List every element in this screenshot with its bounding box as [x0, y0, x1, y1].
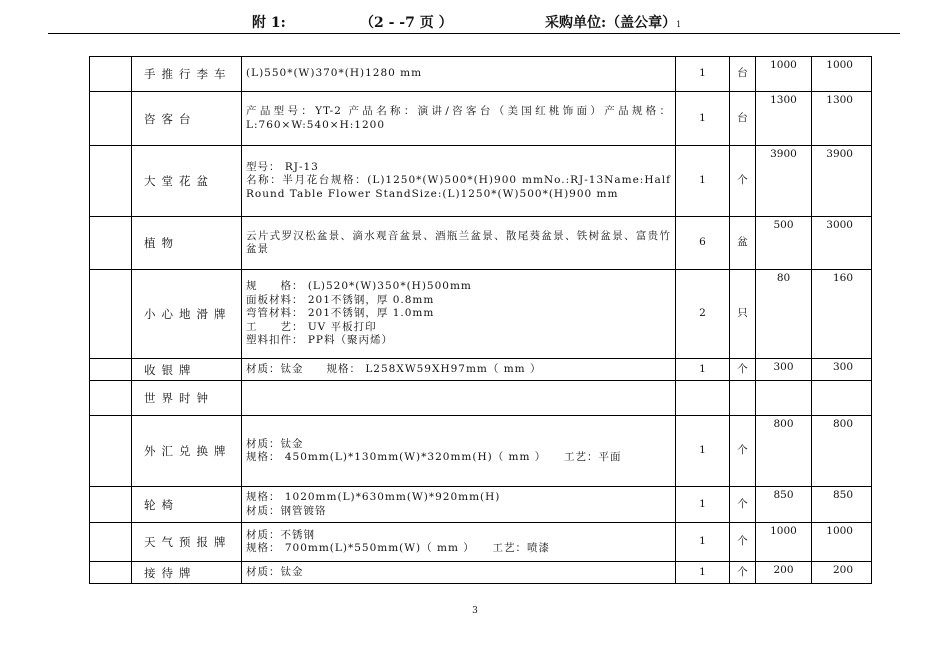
item-qty: 2 [676, 270, 730, 359]
item-total: 850 [812, 487, 872, 523]
spec-line: 规格： 450mm(L)*130mm(W)*320mm(H)（ mm ） 工艺：平面 [246, 451, 622, 463]
table-body [90, 57, 872, 584]
item-price: 300 [756, 359, 812, 381]
spec-line: 材质：钛金 规格： L258XW59XH97mm（ mm ） [246, 362, 542, 375]
buyer-text: 采购单位:（盖公章） [545, 15, 677, 31]
spec-line: 云片式罗汉松盆景、滴水观音盆景、酒瓶兰盆景、散尾葵盆景、铁树盆景、富贵竹盆景 [246, 229, 671, 255]
table-row [90, 270, 872, 359]
spec-line: 规格： 700mm(L)*550mm(W)（ mm ） 工艺：喷漆 [246, 542, 550, 554]
item-unit: 盆 [730, 217, 756, 270]
item-unit: 只 [730, 270, 756, 359]
item-total: 1000 [812, 523, 872, 562]
item-name: 收银牌 [132, 359, 242, 381]
row-blank-cell [90, 57, 132, 92]
item-qty: 1 [676, 523, 730, 562]
row-blank-cell [90, 523, 132, 562]
item-qty [676, 381, 730, 416]
item-unit: 个 [730, 416, 756, 487]
item-price: 850 [756, 487, 812, 523]
spec-line: 产品型号：YT-2 产品名称：演讲/咨客台（美国红桃饰面）产品规格：L:760×W:540×H:1200 [246, 105, 671, 131]
spec-line: 材质：钛金 [246, 437, 304, 450]
item-total: 3000 [812, 217, 872, 270]
spec-line: 规 格： (L)520*(W)350*(H)500mm [246, 280, 472, 293]
item-qty: 1 [676, 57, 730, 92]
item-unit: 个 [730, 562, 756, 584]
item-total: 3900 [812, 146, 872, 217]
item-name: 植物 [132, 217, 242, 270]
item-total: 1300 [812, 92, 872, 146]
item-qty: 1 [676, 146, 730, 217]
buyer-suffix: 1 [676, 20, 682, 29]
row-blank-cell [90, 217, 132, 270]
item-spec [242, 92, 676, 146]
table-row [90, 92, 872, 146]
spec-line: 型号： RJ-13 [246, 160, 319, 173]
item-price: 3900 [756, 146, 812, 217]
row-blank-cell [90, 562, 132, 584]
table-row [90, 562, 872, 584]
row-blank-cell [90, 381, 132, 416]
spec-line: 工 艺： UV 平板打印 [246, 320, 377, 333]
item-name: 接待牌 [132, 562, 242, 584]
items-table [89, 56, 872, 584]
page-number: 3 [472, 606, 478, 616]
item-total [812, 381, 872, 416]
spec-line: (L)550*(W)370*(H)1280 mm [246, 67, 423, 80]
item-qty: 6 [676, 217, 730, 270]
row-blank-cell [90, 487, 132, 523]
item-spec [242, 562, 676, 584]
item-qty: 1 [676, 92, 730, 146]
row-blank-cell [90, 146, 132, 217]
spec-line: 面板材料： 201不锈钢，厚 0.8mm [246, 293, 435, 306]
item-spec [242, 270, 676, 359]
item-name: 轮椅 [132, 487, 242, 523]
item-spec [242, 416, 676, 487]
spec-line: 规格： 1020mm(L)*630mm(W)*920mm(H) [246, 491, 501, 503]
spec-line: 弯管材料： 201不锈钢，厚 1.0mm [246, 307, 435, 320]
attachment-label: 附 1: [252, 15, 286, 31]
item-price [756, 381, 812, 416]
item-price: 1000 [756, 523, 812, 562]
item-total: 300 [812, 359, 872, 381]
spec-line: 塑料扣件： PP料（聚丙烯） [246, 334, 393, 347]
item-total: 800 [812, 416, 872, 487]
item-total: 1000 [812, 57, 872, 92]
item-spec [242, 217, 676, 270]
item-price: 1000 [756, 57, 812, 92]
table-row [90, 146, 872, 217]
item-price: 1300 [756, 92, 812, 146]
item-spec [242, 359, 676, 381]
table-row [90, 523, 872, 562]
table-row [90, 487, 872, 523]
item-total: 160 [812, 270, 872, 359]
page-header [0, 12, 950, 34]
item-price: 800 [756, 416, 812, 487]
item-name: 大堂花盆 [132, 146, 242, 217]
spec-line: 名称：半月花台规格：(L)1250*(W)500*(H)900 mmNo.:RJ-13Name:Half Round Table Flower StandSize:(L)1250*(W)500*(H)900 mm [246, 174, 671, 200]
item-qty: 1 [676, 487, 730, 523]
item-name: 咨客台 [132, 92, 242, 146]
row-blank-cell [90, 270, 132, 359]
table-row [90, 381, 872, 416]
table-row [90, 57, 872, 92]
table-row [90, 359, 872, 381]
item-unit: 个 [730, 523, 756, 562]
item-spec [242, 57, 676, 92]
item-qty: 1 [676, 359, 730, 381]
row-blank-cell [90, 359, 132, 381]
spec-line: 材质：钢管镀铬 [246, 504, 327, 517]
row-blank-cell [90, 416, 132, 487]
item-unit: 台 [730, 57, 756, 92]
item-price: 500 [756, 217, 812, 270]
buyer-label [545, 12, 681, 32]
item-name: 手推行李车 [132, 57, 242, 92]
item-spec [242, 146, 676, 217]
item-spec [242, 487, 676, 523]
item-name: 小心地滑牌 [132, 270, 242, 359]
item-unit: 台 [730, 92, 756, 146]
item-unit: 个 [730, 359, 756, 381]
table-row [90, 416, 872, 487]
item-name: 世界时钟 [132, 381, 242, 416]
header-rule [48, 33, 900, 34]
item-spec [242, 381, 676, 416]
item-qty: 1 [676, 562, 730, 584]
item-spec [242, 523, 676, 562]
item-price: 200 [756, 562, 812, 584]
item-name: 外汇兑换牌 [132, 416, 242, 487]
item-qty: 1 [676, 416, 730, 487]
row-blank-cell [90, 92, 132, 146]
item-price: 80 [756, 270, 812, 359]
item-name: 天气预报牌 [132, 523, 242, 562]
spec-line: 材质：不锈钢 [246, 528, 315, 541]
spec-line: 材质：钛金 [246, 565, 304, 578]
item-total: 200 [812, 562, 872, 584]
table-row [90, 217, 872, 270]
page-range: （2 - -7 页 ） [360, 15, 453, 31]
item-unit: 个 [730, 146, 756, 217]
item-unit: 个 [730, 487, 756, 523]
item-unit [730, 381, 756, 416]
